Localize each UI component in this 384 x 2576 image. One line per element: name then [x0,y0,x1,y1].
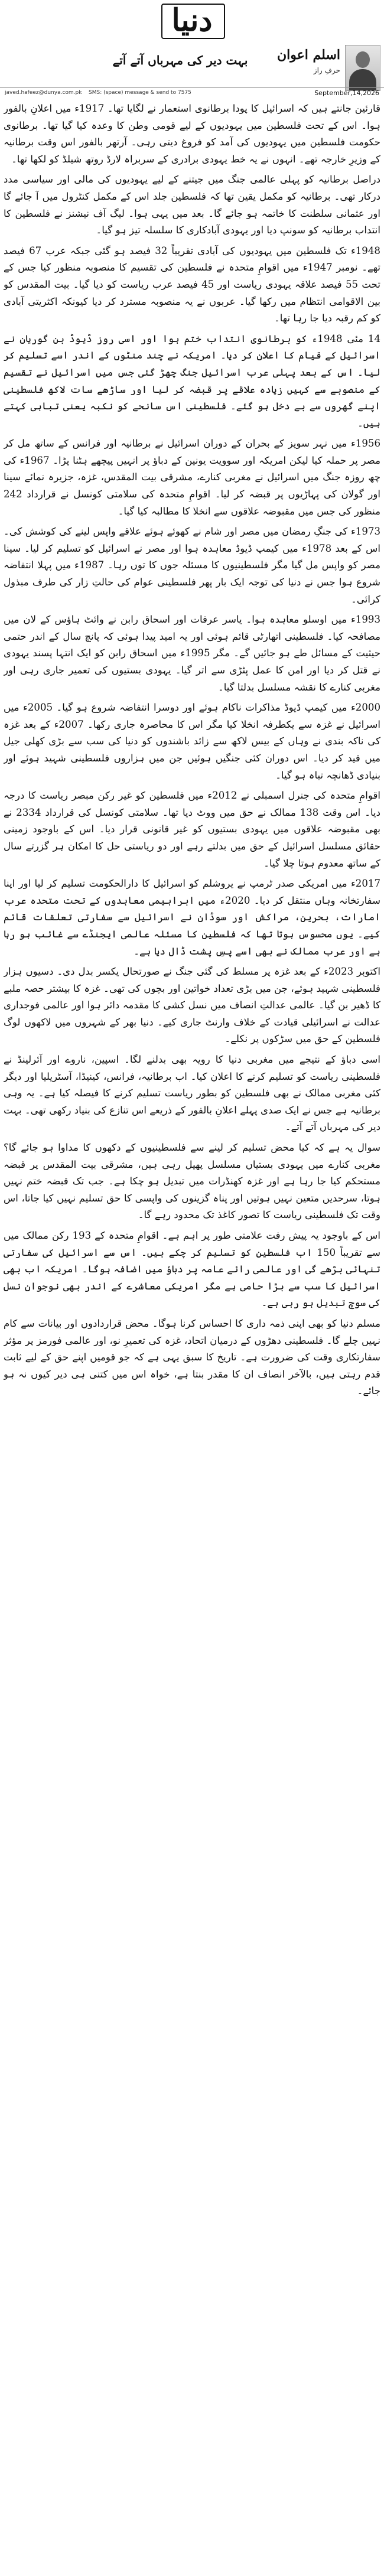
author-name: اسلم اعوان [276,47,340,63]
author-email[interactable]: javed.hafeez@dunya.com.pk [5,90,82,96]
article-paragraph: اقوامِ متحدہ کی جنرل اسمبلی نے 2012ء میں فلسطین کو غیر رکن مبصر ریاست کا درجہ دیا۔ اس وقت 138 ممالک نے حق میں ووٹ دیا تھا۔ سلامتی کونسل کی قرارداد 2334 نے بھی مقبوضہ علاقوں میں یہودی بستیوں کو غیر قانونی قرار دیا۔ اس کے باوجود زمینی حقائق مسلسل اسرائیل کے حق میں بدلتے رہے اور دو ریاستی حل کا امکان ہر گزرتے سال کے ساتھ معدوم ہوتا چلا گیا۔ [4,790,380,869]
article-paragraph: 14 مئی 1948ء کو برطانوی انتداب ختم ہوا اور اسی روز ڈیوڈ بن گوریان نے اسرائیل کے قیام کا اعلان کر دیا۔ امریکہ نے چند منٹوں کے اندر اسے تسلیم کر لیا۔ اس کے بعد پہلی عرب اسرائیل جنگ چھڑ گئی جس میں اسرائیل نے تقسیم کے منصوبے سے کہیں زیادہ علاقے پر قبضہ کر لیا اور ساڑھے سات لاکھ فلسطینی اپنے گھروں سے بے دخل ہو گئے۔ فلسطینی اس سانحے کو نکبہ یعنی تباہی کہتے ہیں۔ [4,333,380,429]
logo-text: دنیا [171,2,213,38]
sms-info: SMS: (space) message & send to 7575 [89,90,191,96]
article-paragraph: 2017ء میں امریکی صدر ٹرمپ نے یروشلم کو اسرائیل کا دارالحکومت تسلیم کر لیا اور اپنا سفارتخانہ وہاں منتقل کر دیا۔ 2020ء میں ابراہیمی معاہدوں کے تحت متحدہ عرب امارات، بحرین، مراکش اور سوڈان نے اسرائیل سے سفارتی تعلقات قائم کیے۔ یوں محسوس ہوتا تھا کہ فلسطین کا مسئلہ عالمی ایجنڈے سے غائب ہو رہا ہے اور عرب ممالک نے بھی اسے پسِ پشت ڈال دیا ہے۔ [4,878,380,957]
article-paragraph: سوال یہ ہے کہ کیا محض تسلیم کر لینے سے فلسطینیوں کے دکھوں کا مداوا ہو جائے گا؟ مغربی کنارے میں یہودی بستیاں مسلسل پھیل رہی ہیں، مشرقی بیت المقدس پر قبضہ مستحکم کیا جا رہا ہے اور غزہ کھنڈرات میں تبدیل ہو چکا ہے۔ جب تک قبضہ ختم نہیں ہوتا، سرحدیں متعین نہیں ہوتیں اور پناہ گزینوں کی واپسی کا حق تسلیم نہیں کیا جاتا، اس وقت تک فلسطینی ریاست کا تصور کاغذ تک محدود رہے گا۔ [4,1142,380,1221]
publish-date: September,14,2026 [314,89,379,97]
article-paragraph: دراصل برطانیہ کو پہلی عالمی جنگ میں جیتنے کے لیے یہودیوں کی مالی اور سیاسی مدد درکار تھی۔ برطانیہ کو مکمل یقین تھا کہ فلسطین جلد اس کے مکمل کنٹرول میں آ جائے گا اور عثمانی سلطنت کا خاتمہ ہو جائے گا۔ بعد میں یہی ہوا۔ لیگ آف نیشنز نے فلسطین کا انتداب برطانیہ کو سونپ دیا اور یہودی آبادکاری کا سلسلہ تیز ہو گیا۔ [4,174,380,236]
article-paragraph: اکتوبر 2023ء کے بعد غزہ پر مسلط کی گئی جنگ نے صورتحال یکسر بدل دی۔ دسیوں ہزار فلسطینی شہید ہوئے، جن میں بڑی تعداد خواتین اور بچوں کی تھی۔ غزہ کا بیشتر حصہ ملبے کا ڈھیر بن گیا۔ عالمی عدالتِ انصاف میں نسل کشی کا مقدمہ دائر ہوا اور عالمی فوجداری عدالت نے اسرائیلی قیادت کے خلاف وارنٹ جاری کیے۔ دنیا بھر کے شہروں میں لاکھوں لوگ فلسطین کے حق میں سڑکوں پر نکلے۔ [4,966,380,1045]
column-name: حرفِ راز [313,66,340,74]
article-paragraph: 1956ء میں نہر سویز کے بحران کے دوران اسرائیل نے برطانیہ اور فرانس کے ساتھ مل کر مصر پر حملہ کیا لیکن امریکہ اور سوویت یونین کے دباؤ پر انہیں پیچھے ہٹنا پڑا۔ 1967ء کی چھ روزہ جنگ میں اسرائیل نے مغربی کنارے، مشرقی بیت المقدس، غزہ، جزیرہ نمائے سینا اور گولان کی پہاڑیوں پر قبضہ کر لیا۔ اقوامِ متحدہ کی سلامتی کونسل نے قرارداد 242 منظور کی جس میں مقبوضہ علاقوں سے انخلا کا مطالبہ کیا گیا۔ [4,438,380,517]
article-paragraph: 1948ء تک فلسطین میں یہودیوں کی آبادی تقریباً 32 فیصد ہو گئی جبکہ عرب 67 فیصد تھے۔ نومبر 1947ء میں اقوامِ متحدہ نے فلسطین کی تقسیم کا منصوبہ منظور کیا جس کے تحت 55 فیصد علاقہ یہودی ریاست اور 45 فیصد عرب ریاست کو دیا گیا۔ بیت المقدس کو بین الاقوامی انتظام میں رکھا گیا۔ عربوں نے یہ منصوبہ مسترد کر دیا کیونکہ اکثریتی آبادی کو کم رقبہ دیا جا رہا تھا۔ [4,245,380,324]
article-paragraph: قارئین جانتے ہیں کہ اسرائیل کا پودا برطانوی استعمار نے لگایا تھا۔ 1917ء میں اعلانِ بالفور ہوا۔ اس کے تحت فلسطین میں یہودیوں کے لیے قومی وطن کا وعدہ کیا گیا تھا۔ برطانوی حکومت فلسطین میں یہودیوں کی آمد کو فروغ دیتی رہی۔ آرتھر بالفور اس وقت برطانیہ کے وزیرِ خارجہ تھے۔ انہوں نے یہ خط یہودی برادری کے سربراہ لارڈ روتھ شیلڈ کو لکھا تھا۔ [4,103,380,165]
newspaper-logo[interactable] [151,1,233,39]
article-paragraph: اسی دباؤ کے نتیجے میں مغربی دنیا کا رویہ بھی بدلنے لگا۔ اسپین، ناروے اور آئرلینڈ نے فلسطینی ریاست کو تسلیم کرنے کا اعلان کیا۔ اب برطانیہ، فرانس، کینیڈا، آسٹریلیا اور دیگر کئی مغربی ممالک نے بھی فلسطین کو بطور ریاست تسلیم کرنے کا فیصلہ کیا ہے۔ یہ وہی برطانیہ ہے جس نے ایک صدی پہلے اعلانِ بالفور کے ذریعے اس تنازع کی بنیاد رکھی تھی۔ بہت دیر کی مہرباں آتے آتے۔ [4,1054,380,1133]
article-paragraph: 2000ء میں کیمپ ڈیوڈ مذاکرات ناکام ہوئے اور دوسرا انتفاضہ شروع ہو گیا۔ 2005ء میں اسرائیل نے غزہ سے یکطرفہ انخلا کیا مگر اس کا محاصرہ جاری رکھا۔ 2007ء کے بعد غزہ کی ناکہ بندی نے وہاں کے بیس لاکھ سے زائد باشندوں کو دنیا کی سب سے بڑی کھلی جیل میں قید کر دیا۔ اس دوران کئی جنگیں ہوئیں جن میں ہزاروں فلسطینی شہید ہوئے اور بنیادی ڈھانچہ تباہ ہو گیا۔ [4,702,380,781]
article-paragraph: 1973ء کی جنگِ رمضان میں مصر اور شام نے کھوئے ہوئے علاقے واپس لینے کی کوشش کی۔ اس کے بعد 1978ء میں کیمپ ڈیوڈ معاہدہ ہوا اور مصر نے اسرائیل کو تسلیم کر لیا۔ سینا مصر کو واپس مل گیا مگر فلسطینیوں کا مسئلہ جوں کا توں رہا۔ 1987ء میں پہلا انتفاضہ شروع ہوا جس نے دنیا کی توجہ ایک بار پھر فلسطینی عوام کی حالتِ زار کی طرف مبذول کرائی۔ [4,526,380,605]
author-photo [345,45,380,91]
meta-row [0,87,384,99]
masthead [0,0,384,41]
author-head-shape [356,51,370,68]
article-paragraph: مسلم دنیا کو بھی اپنی ذمہ داری کا احساس کرنا ہوگا۔ محض قراردادوں اور بیانات سے کام نہیں چلے گا۔ فلسطینی دھڑوں کے درمیان اتحاد، غزہ کی تعمیرِ نو، اور عالمی فورمز پر مؤثر سفارتکاری وقت کی ضرورت ہے۔ تاریخ کا سبق یہی ہے کہ جو قومیں اپنے حق کے لیے ثابت قدم رہتی ہیں، بالآخر انصاف ان کا مقدر بنتا ہے، خواہ اس میں کتنی ہی دیر کیوں نہ ہو جائے۔ [4,1317,380,1397]
article-body [4,100,380,2572]
column-header [0,44,384,98]
article-paragraph: اس کے باوجود یہ پیش رفت علامتی طور پر اہم ہے۔ اقوامِ متحدہ کے 193 رکن ممالک میں سے تقریباً 150 اب فلسطین کو تسلیم کر چکے ہیں۔ اس سے اسرائیل کی سفارتی تنہائی بڑھے گی اور عالمی رائے عامہ پر دباؤ میں اضافہ ہوگا۔ امریکہ اب بھی اسرائیل کا سب سے بڑا حامی ہے مگر امریکی معاشرے کے اندر بھی نوجوان نسل کی سوچ تبدیل ہو رہی ہے۔ [4,1230,380,1309]
article-headline: بہت دیر کی مہرباں آتے آتے [112,53,248,67]
article-paragraph: 1993ء میں اوسلو معاہدہ ہوا۔ یاسر عرفات اور اسحاق رابن نے وائٹ ہاؤس کے لان میں مصافحہ کیا۔ فلسطینی اتھارٹی قائم ہوئی اور یہ امید پیدا ہوئی کہ پانچ سال کے اندر حتمی حیثیت کے مسائل طے ہو جائیں گے۔ مگر 1995ء میں اسحاق رابن کو ایک انتہا پسند یہودی نے قتل کر دیا اور امن کا عمل پٹڑی سے اتر گیا۔ یہودی بستیوں کی تعمیر جاری رہی اور مغربی کنارے کا نقشہ مسلسل بدلتا گیا۔ [4,614,380,693]
